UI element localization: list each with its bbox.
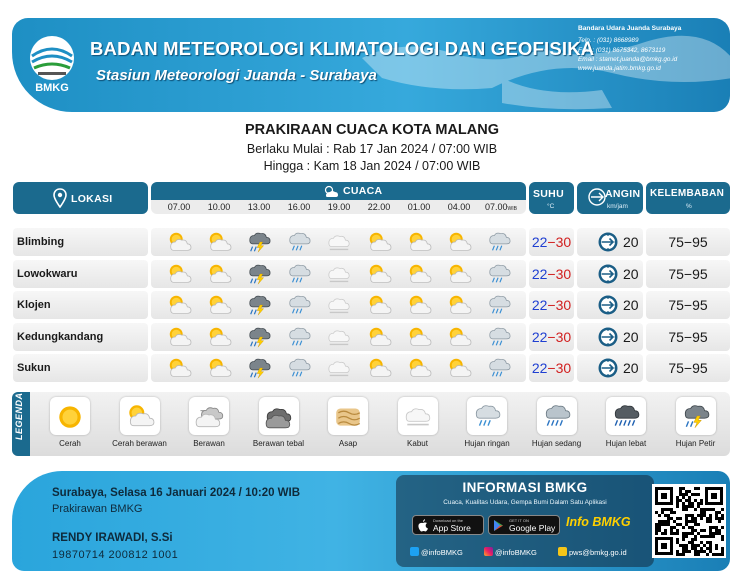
sun-cloud-icon [125,402,155,430]
mail-icon [558,547,567,556]
wind-direction-icon [597,357,619,379]
berawan-icon [405,325,433,349]
legend-tag: LEGENDA [12,392,30,456]
weather-cell [365,230,393,254]
cloud-icon [194,402,224,430]
light-rain-icon [472,402,502,430]
time-slot-2: 13.00 [247,202,271,212]
app-store-button[interactable]: Download on the App Store [412,515,484,535]
legend-tile [398,397,438,435]
forecast-row [13,260,730,288]
hujan-ringan-icon [285,293,313,317]
temperature: 22−30 [529,228,574,256]
issued-date: Surabaya, Selasa 16 Januari 2024 / 10:20 WIB [52,487,301,499]
weather-strip [151,228,526,256]
hujan-petir-icon [245,262,273,286]
hujan-ringan-icon [485,262,513,286]
humidity: 75−95 [646,354,730,382]
wind-direction-icon [597,326,619,348]
legend-label: Hujan Petir [675,439,716,448]
forecaster-nip: 19870714 200812 1001 [52,549,179,561]
legend-label: Hujan ringan [464,439,510,448]
contact-email[interactable]: Email : stamet.juanda@bmkg.go.id [578,55,678,63]
forecaster-name: RENDY IRAWADI, S.Si [52,532,173,544]
berawan-icon [445,262,473,286]
weather-cell [285,325,313,349]
info-bmkg-box [396,475,654,567]
kabut-icon [325,230,353,254]
legend-label: Hujan sedang [531,439,582,448]
location-name: Lowokwaru [13,260,148,288]
berawan-icon [165,262,193,286]
info-subtitle: Cuaca, Kualitas Udara, Gempa Bumi Dalam Satu Aplikasi [443,499,607,506]
kabut-icon [325,325,353,349]
legend-tile [328,397,368,435]
weather-cloud-icon [323,184,339,198]
weather-cell [285,262,313,286]
weather-cell [165,356,193,380]
weather-strip [151,354,526,382]
weather-strip [151,323,526,351]
berawan-icon [165,356,193,380]
weather-cell [365,325,393,349]
legend-label: Asap [338,439,358,448]
forecast-title: PRAKIRAAN CUACA KOTA MALANG [245,122,499,138]
humidity: 75−95 [646,291,730,319]
legend-label: Berawan tebal [252,439,305,448]
legend-tile [537,397,577,435]
weather-cell [285,356,313,380]
weather-cell [445,262,473,286]
weather-cell [205,325,233,349]
wind-speed: 20 [623,360,639,376]
legend-label: Hujan lebat [605,439,647,448]
weather-cell [165,293,193,317]
location-name: Kedungkandang [13,323,148,351]
weather-cell [445,293,473,317]
forecast-row [13,323,730,351]
weather-cell [485,230,513,254]
wind-direction-icon [597,263,619,285]
kabut-icon [325,293,353,317]
header-banner [12,18,730,112]
valid-until: Hingga : Kam 18 Jan 2024 / 07:00 WIB [263,159,481,173]
legend-tile [50,397,90,435]
hujan-petir-icon [245,293,273,317]
time-slot-6: 01.00 [407,202,431,212]
weather-cell [165,230,193,254]
temperature: 22−30 [529,291,574,319]
berawan-icon [205,262,233,286]
time-slot-5: 22.00 [367,202,391,212]
contact-block [578,24,718,73]
weather-cell [245,293,273,317]
berawan-icon [205,230,233,254]
location-pin-icon [53,188,67,208]
info-title: INFORMASI BMKG [462,480,588,495]
weather-cell [245,230,273,254]
forecast-row [13,354,730,382]
berawan-icon [445,325,473,349]
weather-cell [405,230,433,254]
temp-min: 22 [531,328,548,345]
legend-tile [606,397,646,435]
weather-cell [245,356,273,380]
header-cuaca [151,182,526,214]
wind [577,291,643,319]
time-slot-1: 10.00 [207,202,231,212]
weather-cell [485,293,513,317]
google-play-button[interactable]: GET IT ON Google Play [488,515,560,535]
weather-strip [151,260,526,288]
temperature: 22−30 [529,323,574,351]
legend-tile [259,397,299,435]
apple-icon [417,519,429,532]
temp-min: 22 [531,297,548,313]
hujan-ringan-icon [485,293,513,317]
sun-icon [55,402,85,430]
hujan-petir-icon [245,325,273,349]
legend-tile [467,397,507,435]
logo-text: BMKG [35,82,69,94]
berawan-icon [445,356,473,380]
temp-min: 22 [531,360,548,376]
berawan-icon [445,293,473,317]
berawan-icon [165,230,193,254]
humidity: 75−95 [646,323,730,351]
smoke-icon [333,402,363,430]
weather-cell [405,293,433,317]
weather-cell [485,325,513,349]
weather-strip [151,291,526,319]
wind-compass-icon [587,187,607,207]
berawan-icon [405,356,433,380]
weather-cell [405,325,433,349]
weather-cell [165,325,193,349]
weather-cell [325,356,353,380]
berawan-icon [205,293,233,317]
berawan-icon [165,325,193,349]
weather-cell [165,262,193,286]
weather-cell [445,325,473,349]
moderate-rain-icon [542,402,572,430]
station-name: Stasiun Meteorologi Juanda - Surabaya [96,67,377,84]
wind-speed: 20 [623,265,639,282]
weather-cell [205,293,233,317]
berawan-icon [165,293,193,317]
forecast-row [13,291,730,319]
contact-web[interactable]: www.juanda.jatim.bmkg.go.id [578,65,661,73]
weather-cell [365,262,393,286]
wind [577,260,643,288]
berawan-icon [405,262,433,286]
temp-max: 30 [555,265,572,282]
location-name: Sukun [13,354,148,382]
suhu-label: SUHU [533,188,564,200]
weather-cell [485,262,513,286]
temp-max: 30 [555,234,572,250]
header-kelembaban [646,182,730,214]
weather-cell [245,325,273,349]
weather-cell [205,356,233,380]
time-slot-8: 07.00WIB [485,202,517,212]
berawan-icon [365,293,393,317]
weather-cell [325,262,353,286]
wind-direction-icon [597,231,619,253]
google-play-icon [493,519,505,532]
weather-cell [285,293,313,317]
legend-label: Cerah [59,439,81,448]
berawan-icon [445,230,473,254]
legend-label: Berawan [193,439,225,448]
wind [577,354,643,382]
hujan-ringan-icon [485,356,513,380]
hujan-petir-icon [245,356,273,380]
heavy-rain-icon [611,402,641,430]
time-slots [151,200,526,214]
temp-max: 30 [555,297,572,313]
wind-speed: 20 [623,234,639,250]
suhu-unit: °C [547,203,555,210]
hujan-ringan-icon [285,230,313,254]
weather-cell [445,230,473,254]
hujan-ringan-icon [285,325,313,349]
header-suhu [529,182,574,214]
temperature: 22−30 [529,260,574,288]
wind-direction-icon [597,294,619,316]
berawan-icon [205,325,233,349]
instagram-link[interactable]: @infoBMKG [484,547,537,557]
location-name: Klojen [13,291,148,319]
weather-cell [285,230,313,254]
time-slot-7: 04.00 [447,202,471,212]
footer-banner [12,471,730,571]
header-angin [577,182,643,214]
weather-cell [365,293,393,317]
legend-label: Kabut [407,439,428,448]
cuaca-label: CUACA [343,185,383,197]
weather-cell [405,262,433,286]
qr-code-icon[interactable] [652,484,726,558]
info-bmkg-brand[interactable]: Info BMKG [566,515,631,529]
forecast-row [13,228,730,256]
wind [577,228,643,256]
forecaster-role: Prakirawan BMKG [52,503,143,515]
weather-cell [205,262,233,286]
weather-cell [405,356,433,380]
header-lokasi [13,182,148,214]
temp-min: 22 [531,234,548,250]
weather-cell [325,230,353,254]
wind-speed: 20 [623,328,639,345]
berawan-icon [205,356,233,380]
hujan-ringan-icon [285,262,313,286]
berawan-icon [365,230,393,254]
time-slot-0: 07.00 [167,202,191,212]
lokasi-label: LOKASI [71,193,113,205]
angin-unit: km/jam [607,203,628,210]
humidity: 75−95 [646,228,730,256]
angin-label: ANGIN [605,188,641,200]
dark-cloud-icon [264,402,294,430]
hujan-petir-icon [245,230,273,254]
berawan-icon [405,230,433,254]
contact-telp: Telp. : (031) 8668989 [578,37,639,45]
weather-cell [445,356,473,380]
berawan-icon [365,356,393,380]
time-slot-4: 19.00 [327,202,351,212]
humidity: 75−95 [646,260,730,288]
hujan-ringan-icon [485,230,513,254]
location-name: Blimbing [13,228,148,256]
berawan-icon [365,262,393,286]
twitter-icon [410,547,419,556]
kabut-icon [325,262,353,286]
temperature: 22−30 [529,354,574,382]
wind [577,323,643,351]
temp-min: 22 [531,265,548,282]
weather-cell [365,356,393,380]
legend-tile [120,397,160,435]
weather-cell [325,325,353,349]
fog-icon [403,402,433,430]
weather-cell [205,230,233,254]
weather-cell [325,293,353,317]
instagram-icon [484,547,493,556]
email-link[interactable]: pws@bmkg.go.id [558,547,627,557]
berawan-icon [405,293,433,317]
berawan-icon [365,325,393,349]
hujan-ringan-icon [485,325,513,349]
kelembaban-label: KELEMBABAN [650,188,725,199]
contact-fax: Fax. : (031) 8675342, 8673119 [578,46,666,54]
twitter-link[interactable]: @infoBMKG [410,547,463,557]
wind-speed: 20 [623,297,639,313]
legend-panel [12,392,730,456]
valid-from: Berlaku Mulai : Rab 17 Jan 2024 / 07:00 WIB [246,142,498,156]
legend-tile [189,397,229,435]
weather-cell [485,356,513,380]
temp-max: 30 [555,328,572,345]
legend-tile [676,397,716,435]
legend-label: Cerah berawan [112,439,167,448]
contact-title: Bandara Udara Juanda Surabaya [578,25,682,32]
time-slot-3: 16.00 [287,202,311,212]
thunderstorm-icon [681,402,711,430]
kabut-icon [325,356,353,380]
kelembaban-unit: % [686,203,692,210]
temp-max: 30 [555,360,572,376]
org-title: BADAN METEOROLOGI KLIMATOLOGI DAN GEOFISIKA [90,38,595,59]
hujan-ringan-icon [285,356,313,380]
weather-cell [245,262,273,286]
